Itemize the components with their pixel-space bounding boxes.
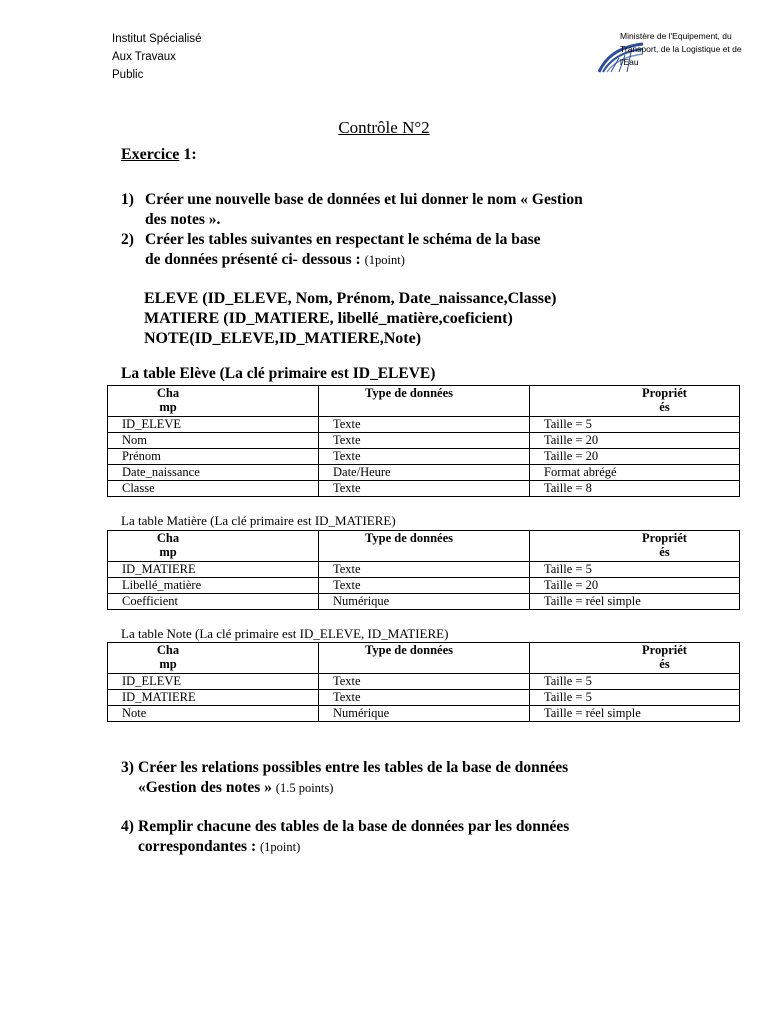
question-number: 3): [121, 759, 134, 776]
question-text: Créer une nouvelle base de données et lui donner le nom « Gestion: [145, 191, 583, 208]
table-header-row: [108, 386, 740, 417]
table-row: [108, 578, 740, 594]
table-row: [108, 433, 740, 449]
cell-type: Texte: [319, 562, 530, 578]
table-row: [108, 674, 740, 690]
institute-name: [112, 30, 202, 84]
header-type: Type de données: [319, 643, 530, 674]
table-matiere: [107, 530, 740, 610]
cell-type: Numérique: [319, 594, 530, 610]
table-row: [108, 706, 740, 722]
cell-propriete: Taille = réel simple: [530, 594, 740, 610]
header-champ: Cha mp: [108, 386, 319, 417]
cell-champ: Date_naissance: [108, 465, 319, 481]
institute-line: Aux Travaux: [112, 51, 176, 63]
question-text: Remplir chacune des tables de la base de données par les données: [138, 818, 570, 835]
exercise-number: 1:: [179, 146, 197, 163]
cell-champ: Nom: [108, 433, 319, 449]
cell-propriete: Taille = 20: [530, 578, 740, 594]
table-row: [108, 690, 740, 706]
table-row: [108, 417, 740, 433]
cell-propriete: Format abrégé: [530, 465, 740, 481]
cell-type: Texte: [319, 449, 530, 465]
cell-type: Texte: [319, 674, 530, 690]
header-proprietes: Propriét és: [530, 531, 740, 562]
table-note-caption: La table Note (La clé primaire est ID_ELEVE, ID_MATIERE): [121, 626, 449, 641]
table-header-row: [108, 643, 740, 674]
header-type: Type de données: [319, 386, 530, 417]
schema-block: [144, 289, 556, 349]
cell-champ: Prénom: [108, 449, 319, 465]
cell-champ: ID_ELEVE: [108, 674, 319, 690]
cell-champ: Coefficient: [108, 594, 319, 610]
question-text-cont: «Gestion des notes »: [138, 779, 276, 796]
question-text-cont: de données présenté ci- dessous :: [145, 251, 365, 268]
cell-type: Texte: [319, 578, 530, 594]
header-type: Type de données: [319, 531, 530, 562]
cell-propriete: Taille = 5: [530, 690, 740, 706]
table-eleve-caption: La table Elève (La clé primaire est ID_ELEVE): [121, 365, 436, 382]
question-text: Créer les tables suivantes en respectant le schéma de la base: [145, 231, 541, 248]
question-number: 2): [121, 231, 134, 248]
cell-propriete: Taille = 20: [530, 449, 740, 465]
exercise-title: [121, 146, 197, 164]
page-title: Contrôle N°2: [338, 118, 430, 137]
table-row: [108, 465, 740, 481]
question-points: (1point): [364, 253, 405, 267]
cell-type: Texte: [319, 433, 530, 449]
cell-type: Texte: [319, 481, 530, 497]
cell-champ: Classe: [108, 481, 319, 497]
question-2: [121, 230, 541, 270]
header-champ: Cha mp: [108, 643, 319, 674]
table-header-row: [108, 531, 740, 562]
question-number: 4): [121, 818, 134, 835]
header-champ: Cha mp: [108, 531, 319, 562]
table-row: [108, 594, 740, 610]
question-text-cont: des notes ».: [145, 211, 221, 228]
cell-champ: Libellé_matière: [108, 578, 319, 594]
table-row: [108, 481, 740, 497]
table-matiere-caption: La table Matière (La clé primaire est ID_MATIERE): [121, 513, 396, 528]
question-points: (1.5 points): [275, 781, 334, 795]
table-row: [108, 562, 740, 578]
schema-line: ELEVE (ID_ELEVE, Nom, Prénom, Date_naissance,Classe): [144, 290, 557, 307]
institute-line: Institut Spécialisé: [112, 33, 202, 45]
ministry-name: Ministère de l'Equipement, du Transport, de la Logistique et de l'Eau: [620, 31, 742, 67]
cell-propriete: Taille = 5: [530, 674, 740, 690]
question-text-cont: correspondantes :: [138, 838, 260, 855]
question-1: [121, 190, 583, 230]
table-eleve: [107, 385, 740, 497]
question-text: Créer les relations possibles entre les tables de la base de données: [138, 759, 569, 776]
table-note: [107, 642, 740, 722]
question-number: 1): [121, 191, 134, 208]
cell-propriete: Taille = 5: [530, 417, 740, 433]
exercise-word: Exercice: [121, 146, 180, 163]
cell-champ: ID_MATIERE: [108, 562, 319, 578]
cell-champ: Note: [108, 706, 319, 722]
schema-line: MATIERE (ID_MATIERE, libellé_matière,coeficient): [144, 310, 513, 327]
cell-champ: ID_MATIERE: [108, 690, 319, 706]
cell-type: Date/Heure: [319, 465, 530, 481]
cell-propriete: Taille = réel simple: [530, 706, 740, 722]
question-4: [121, 817, 569, 857]
header-proprietes: Propriét és: [530, 386, 740, 417]
header-proprietes: Propriét és: [530, 643, 740, 674]
schema-line: NOTE(ID_ELEVE,ID_MATIERE,Note): [144, 330, 422, 347]
cell-type: Texte: [319, 417, 530, 433]
question-3: [121, 758, 568, 798]
cell-type: Texte: [319, 690, 530, 706]
table-row: [108, 449, 740, 465]
cell-champ: ID_ELEVE: [108, 417, 319, 433]
cell-propriete: Taille = 20: [530, 433, 740, 449]
cell-type: Numérique: [319, 706, 530, 722]
cell-propriete: Taille = 8: [530, 481, 740, 497]
cell-propriete: Taille = 5: [530, 562, 740, 578]
question-points: (1point): [260, 840, 301, 854]
institute-line: Public: [112, 69, 144, 81]
